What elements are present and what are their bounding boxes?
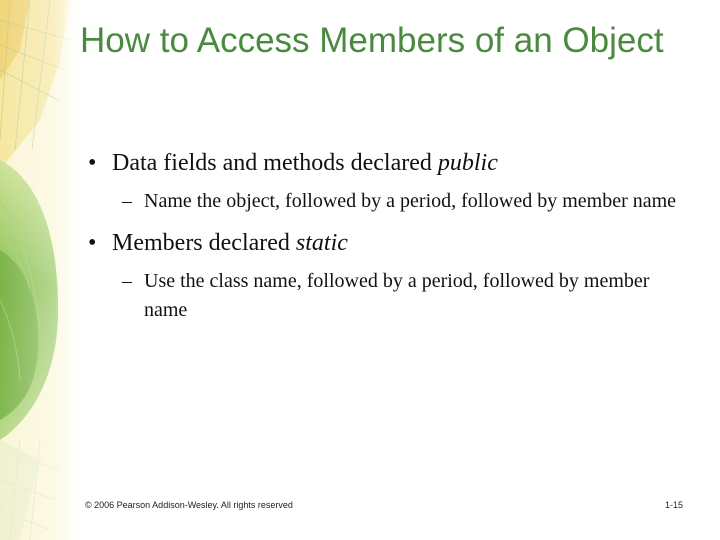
footer-copyright: © 2006 Pearson Addison-Wesley. All rights reserved <box>85 500 293 510</box>
bullet-marker: • <box>88 150 97 176</box>
bullet-emphasis: public <box>437 150 498 176</box>
bullet-marker: • <box>88 230 97 256</box>
bullet-item <box>80 228 690 258</box>
sub-bullet-marker: – <box>122 270 132 292</box>
slide-content <box>80 148 690 325</box>
slide-title: How to Access Members of an Object <box>80 21 664 60</box>
sub-bullet-text: Use the class name, followed by a period, followed by member name <box>144 270 650 321</box>
bullet-text: Data fields and methods declared <box>112 150 438 176</box>
sub-bullet-item <box>80 187 690 216</box>
sub-bullet-marker: – <box>122 190 132 212</box>
sub-bullet-item <box>80 267 690 325</box>
bullet-text: Members declared <box>112 230 296 256</box>
footer-page-number: 1-15 <box>664 500 683 510</box>
bullet-emphasis: static <box>295 230 348 256</box>
sub-bullet-text: Name the object, followed by a period, followed by member name <box>144 190 677 212</box>
bullet-item <box>80 148 690 178</box>
decorative-side-art <box>0 0 78 540</box>
